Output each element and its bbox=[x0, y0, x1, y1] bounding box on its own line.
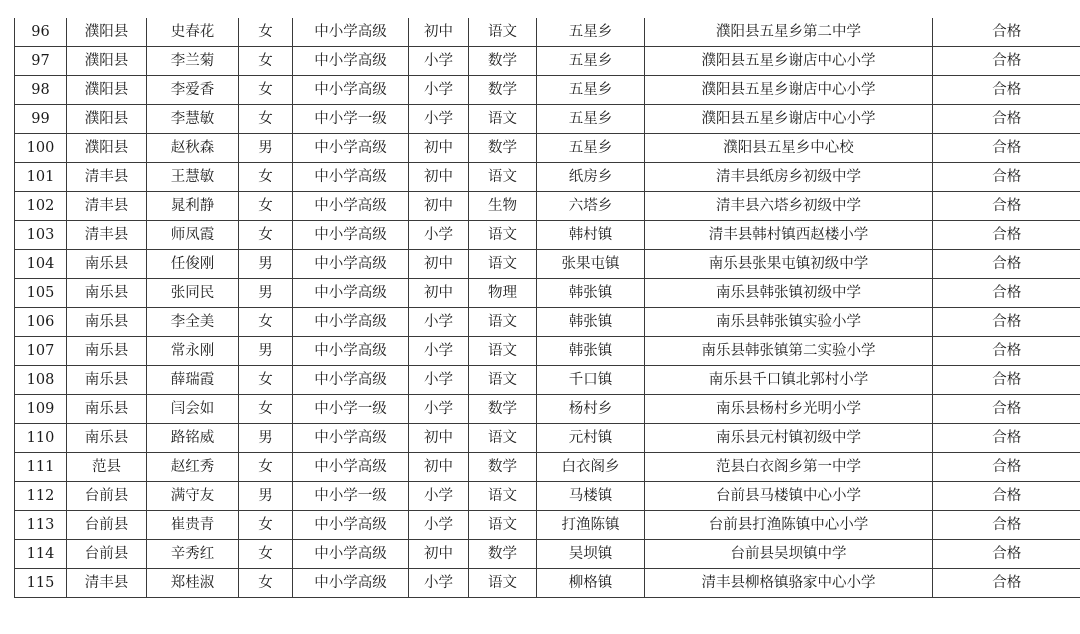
county-cell: 濮阳县 bbox=[67, 105, 147, 134]
township-cell: 吴坝镇 bbox=[537, 540, 645, 569]
school-cell: 南乐县韩张镇实验小学 bbox=[645, 308, 933, 337]
gender-cell: 女 bbox=[239, 221, 293, 250]
school-cell: 南乐县韩张镇初级中学 bbox=[645, 279, 933, 308]
school-cell: 南乐县元村镇初级中学 bbox=[645, 424, 933, 453]
result-cell: 合格 bbox=[933, 192, 1080, 221]
row-number-cell: 97 bbox=[15, 47, 67, 76]
gender-cell: 男 bbox=[239, 134, 293, 163]
township-cell: 五星乡 bbox=[537, 105, 645, 134]
row-number-cell: 114 bbox=[15, 540, 67, 569]
result-cell: 合格 bbox=[933, 134, 1080, 163]
township-cell: 韩张镇 bbox=[537, 279, 645, 308]
county-cell: 南乐县 bbox=[67, 279, 147, 308]
subject-cell: 数学 bbox=[469, 540, 537, 569]
table-row bbox=[15, 279, 1080, 308]
subject-cell: 语文 bbox=[469, 18, 537, 47]
name-cell: 晁利静 bbox=[147, 192, 239, 221]
gender-cell: 女 bbox=[239, 192, 293, 221]
school-cell: 濮阳县五星乡中心校 bbox=[645, 134, 933, 163]
table-row bbox=[15, 163, 1080, 192]
subject-cell: 数学 bbox=[469, 47, 537, 76]
county-cell: 清丰县 bbox=[67, 569, 147, 598]
title-cell: 中小学高级 bbox=[293, 279, 409, 308]
township-cell: 韩张镇 bbox=[537, 308, 645, 337]
row-number-cell: 100 bbox=[15, 134, 67, 163]
school-cell: 南乐县张果屯镇初级中学 bbox=[645, 250, 933, 279]
results-table-container bbox=[14, 18, 1080, 598]
school-cell: 台前县打渔陈镇中心小学 bbox=[645, 511, 933, 540]
table-row bbox=[15, 308, 1080, 337]
title-cell: 中小学高级 bbox=[293, 47, 409, 76]
name-cell: 赵红秀 bbox=[147, 453, 239, 482]
school-cell: 台前县马楼镇中心小学 bbox=[645, 482, 933, 511]
gender-cell: 女 bbox=[239, 47, 293, 76]
township-cell: 韩张镇 bbox=[537, 337, 645, 366]
table-row bbox=[15, 453, 1080, 482]
school-cell: 濮阳县五星乡谢店中心小学 bbox=[645, 47, 933, 76]
township-cell: 五星乡 bbox=[537, 134, 645, 163]
table-row bbox=[15, 76, 1080, 105]
subject-cell: 数学 bbox=[469, 395, 537, 424]
county-cell: 清丰县 bbox=[67, 192, 147, 221]
school-cell: 范县白衣阁乡第一中学 bbox=[645, 453, 933, 482]
level-cell: 小学 bbox=[409, 366, 469, 395]
county-cell: 南乐县 bbox=[67, 337, 147, 366]
row-number-cell: 96 bbox=[15, 18, 67, 47]
table-row bbox=[15, 250, 1080, 279]
gender-cell: 男 bbox=[239, 250, 293, 279]
name-cell: 崔贵青 bbox=[147, 511, 239, 540]
row-number-cell: 110 bbox=[15, 424, 67, 453]
row-number-cell: 112 bbox=[15, 482, 67, 511]
name-cell: 常永刚 bbox=[147, 337, 239, 366]
school-cell: 清丰县纸房乡初级中学 bbox=[645, 163, 933, 192]
subject-cell: 数学 bbox=[469, 453, 537, 482]
name-cell: 张同民 bbox=[147, 279, 239, 308]
title-cell: 中小学一级 bbox=[293, 395, 409, 424]
township-cell: 五星乡 bbox=[537, 76, 645, 105]
name-cell: 赵秋森 bbox=[147, 134, 239, 163]
name-cell: 郑桂淑 bbox=[147, 569, 239, 598]
county-cell: 南乐县 bbox=[67, 366, 147, 395]
county-cell: 濮阳县 bbox=[67, 134, 147, 163]
table-row bbox=[15, 540, 1080, 569]
subject-cell: 语文 bbox=[469, 424, 537, 453]
table-row bbox=[15, 105, 1080, 134]
subject-cell: 物理 bbox=[469, 279, 537, 308]
level-cell: 小学 bbox=[409, 511, 469, 540]
level-cell: 初中 bbox=[409, 540, 469, 569]
table-row bbox=[15, 395, 1080, 424]
result-cell: 合格 bbox=[933, 453, 1080, 482]
county-cell: 台前县 bbox=[67, 482, 147, 511]
gender-cell: 女 bbox=[239, 18, 293, 47]
gender-cell: 女 bbox=[239, 511, 293, 540]
result-cell: 合格 bbox=[933, 18, 1080, 47]
township-cell: 马楼镇 bbox=[537, 482, 645, 511]
result-cell: 合格 bbox=[933, 424, 1080, 453]
subject-cell: 数学 bbox=[469, 134, 537, 163]
subject-cell: 数学 bbox=[469, 76, 537, 105]
level-cell: 初中 bbox=[409, 18, 469, 47]
row-number-cell: 99 bbox=[15, 105, 67, 134]
result-cell: 合格 bbox=[933, 569, 1080, 598]
school-cell: 濮阳县五星乡第二中学 bbox=[645, 18, 933, 47]
title-cell: 中小学高级 bbox=[293, 18, 409, 47]
county-cell: 范县 bbox=[67, 453, 147, 482]
row-number-cell: 109 bbox=[15, 395, 67, 424]
result-cell: 合格 bbox=[933, 105, 1080, 134]
level-cell: 小学 bbox=[409, 337, 469, 366]
gender-cell: 女 bbox=[239, 366, 293, 395]
row-number-cell: 105 bbox=[15, 279, 67, 308]
subject-cell: 语文 bbox=[469, 569, 537, 598]
school-cell: 南乐县杨村乡光明小学 bbox=[645, 395, 933, 424]
gender-cell: 男 bbox=[239, 424, 293, 453]
result-cell: 合格 bbox=[933, 511, 1080, 540]
result-cell: 合格 bbox=[933, 76, 1080, 105]
school-cell: 台前县吴坝镇中学 bbox=[645, 540, 933, 569]
result-cell: 合格 bbox=[933, 395, 1080, 424]
school-cell: 清丰县韩村镇西赵楼小学 bbox=[645, 221, 933, 250]
township-cell: 杨村乡 bbox=[537, 395, 645, 424]
title-cell: 中小学高级 bbox=[293, 337, 409, 366]
level-cell: 初中 bbox=[409, 163, 469, 192]
name-cell: 王慧敏 bbox=[147, 163, 239, 192]
row-number-cell: 111 bbox=[15, 453, 67, 482]
subject-cell: 语文 bbox=[469, 105, 537, 134]
county-cell: 清丰县 bbox=[67, 221, 147, 250]
school-cell: 清丰县柳格镇骆家中心小学 bbox=[645, 569, 933, 598]
county-cell: 台前县 bbox=[67, 511, 147, 540]
level-cell: 初中 bbox=[409, 192, 469, 221]
level-cell: 初中 bbox=[409, 279, 469, 308]
level-cell: 小学 bbox=[409, 482, 469, 511]
title-cell: 中小学高级 bbox=[293, 250, 409, 279]
name-cell: 任俊刚 bbox=[147, 250, 239, 279]
row-number-cell: 102 bbox=[15, 192, 67, 221]
name-cell: 路铭威 bbox=[147, 424, 239, 453]
result-cell: 合格 bbox=[933, 279, 1080, 308]
subject-cell: 语文 bbox=[469, 250, 537, 279]
title-cell: 中小学高级 bbox=[293, 308, 409, 337]
name-cell: 李爱香 bbox=[147, 76, 239, 105]
level-cell: 小学 bbox=[409, 47, 469, 76]
level-cell: 初中 bbox=[409, 134, 469, 163]
title-cell: 中小学高级 bbox=[293, 366, 409, 395]
name-cell: 李全美 bbox=[147, 308, 239, 337]
title-cell: 中小学高级 bbox=[293, 453, 409, 482]
level-cell: 初中 bbox=[409, 250, 469, 279]
level-cell: 小学 bbox=[409, 76, 469, 105]
gender-cell: 女 bbox=[239, 76, 293, 105]
gender-cell: 女 bbox=[239, 453, 293, 482]
table-row bbox=[15, 192, 1080, 221]
gender-cell: 男 bbox=[239, 482, 293, 511]
table-row bbox=[15, 134, 1080, 163]
table-row bbox=[15, 366, 1080, 395]
title-cell: 中小学高级 bbox=[293, 569, 409, 598]
result-cell: 合格 bbox=[933, 308, 1080, 337]
subject-cell: 语文 bbox=[469, 511, 537, 540]
county-cell: 濮阳县 bbox=[67, 18, 147, 47]
school-cell: 南乐县千口镇北郭村小学 bbox=[645, 366, 933, 395]
level-cell: 小学 bbox=[409, 221, 469, 250]
county-cell: 南乐县 bbox=[67, 308, 147, 337]
results-table bbox=[14, 18, 1080, 598]
name-cell: 薛瑞霞 bbox=[147, 366, 239, 395]
title-cell: 中小学高级 bbox=[293, 424, 409, 453]
table-row bbox=[15, 47, 1080, 76]
township-cell: 张果屯镇 bbox=[537, 250, 645, 279]
township-cell: 白衣阁乡 bbox=[537, 453, 645, 482]
name-cell: 李慧敏 bbox=[147, 105, 239, 134]
table-row bbox=[15, 482, 1080, 511]
county-cell: 南乐县 bbox=[67, 424, 147, 453]
name-cell: 闫会如 bbox=[147, 395, 239, 424]
result-cell: 合格 bbox=[933, 163, 1080, 192]
row-number-cell: 103 bbox=[15, 221, 67, 250]
name-cell: 满守友 bbox=[147, 482, 239, 511]
gender-cell: 女 bbox=[239, 569, 293, 598]
table-row bbox=[15, 18, 1080, 47]
county-cell: 南乐县 bbox=[67, 395, 147, 424]
result-cell: 合格 bbox=[933, 47, 1080, 76]
township-cell: 韩村镇 bbox=[537, 221, 645, 250]
row-number-cell: 115 bbox=[15, 569, 67, 598]
school-cell: 清丰县六塔乡初级中学 bbox=[645, 192, 933, 221]
school-cell: 濮阳县五星乡谢店中心小学 bbox=[645, 105, 933, 134]
row-number-cell: 113 bbox=[15, 511, 67, 540]
name-cell: 师凤霞 bbox=[147, 221, 239, 250]
level-cell: 小学 bbox=[409, 105, 469, 134]
table-row bbox=[15, 221, 1080, 250]
township-cell: 打渔陈镇 bbox=[537, 511, 645, 540]
subject-cell: 语文 bbox=[469, 163, 537, 192]
row-number-cell: 108 bbox=[15, 366, 67, 395]
gender-cell: 男 bbox=[239, 279, 293, 308]
result-cell: 合格 bbox=[933, 221, 1080, 250]
title-cell: 中小学高级 bbox=[293, 76, 409, 105]
row-number-cell: 104 bbox=[15, 250, 67, 279]
title-cell: 中小学高级 bbox=[293, 221, 409, 250]
level-cell: 初中 bbox=[409, 424, 469, 453]
result-cell: 合格 bbox=[933, 482, 1080, 511]
row-number-cell: 101 bbox=[15, 163, 67, 192]
township-cell: 柳格镇 bbox=[537, 569, 645, 598]
title-cell: 中小学高级 bbox=[293, 540, 409, 569]
name-cell: 李兰菊 bbox=[147, 47, 239, 76]
school-cell: 濮阳县五星乡谢店中心小学 bbox=[645, 76, 933, 105]
title-cell: 中小学高级 bbox=[293, 163, 409, 192]
subject-cell: 语文 bbox=[469, 366, 537, 395]
title-cell: 中小学高级 bbox=[293, 192, 409, 221]
township-cell: 千口镇 bbox=[537, 366, 645, 395]
table-body bbox=[15, 18, 1080, 598]
level-cell: 小学 bbox=[409, 569, 469, 598]
table-row bbox=[15, 569, 1080, 598]
county-cell: 濮阳县 bbox=[67, 76, 147, 105]
township-cell: 五星乡 bbox=[537, 18, 645, 47]
school-cell: 南乐县韩张镇第二实验小学 bbox=[645, 337, 933, 366]
row-number-cell: 106 bbox=[15, 308, 67, 337]
subject-cell: 语文 bbox=[469, 482, 537, 511]
level-cell: 小学 bbox=[409, 308, 469, 337]
township-cell: 五星乡 bbox=[537, 47, 645, 76]
county-cell: 南乐县 bbox=[67, 250, 147, 279]
name-cell: 辛秀红 bbox=[147, 540, 239, 569]
gender-cell: 女 bbox=[239, 395, 293, 424]
title-cell: 中小学一级 bbox=[293, 105, 409, 134]
title-cell: 中小学一级 bbox=[293, 482, 409, 511]
township-cell: 元村镇 bbox=[537, 424, 645, 453]
table-row bbox=[15, 424, 1080, 453]
county-cell: 濮阳县 bbox=[67, 47, 147, 76]
level-cell: 小学 bbox=[409, 395, 469, 424]
title-cell: 中小学高级 bbox=[293, 511, 409, 540]
county-cell: 清丰县 bbox=[67, 163, 147, 192]
gender-cell: 男 bbox=[239, 337, 293, 366]
title-cell: 中小学高级 bbox=[293, 134, 409, 163]
row-number-cell: 98 bbox=[15, 76, 67, 105]
township-cell: 六塔乡 bbox=[537, 192, 645, 221]
result-cell: 合格 bbox=[933, 337, 1080, 366]
township-cell: 纸房乡 bbox=[537, 163, 645, 192]
table-row bbox=[15, 511, 1080, 540]
row-number-cell: 107 bbox=[15, 337, 67, 366]
subject-cell: 语文 bbox=[469, 308, 537, 337]
result-cell: 合格 bbox=[933, 540, 1080, 569]
gender-cell: 女 bbox=[239, 105, 293, 134]
gender-cell: 女 bbox=[239, 163, 293, 192]
level-cell: 初中 bbox=[409, 453, 469, 482]
result-cell: 合格 bbox=[933, 250, 1080, 279]
gender-cell: 女 bbox=[239, 540, 293, 569]
subject-cell: 语文 bbox=[469, 337, 537, 366]
name-cell: 史春花 bbox=[147, 18, 239, 47]
county-cell: 台前县 bbox=[67, 540, 147, 569]
subject-cell: 生物 bbox=[469, 192, 537, 221]
table-row bbox=[15, 337, 1080, 366]
result-cell: 合格 bbox=[933, 366, 1080, 395]
gender-cell: 女 bbox=[239, 308, 293, 337]
subject-cell: 语文 bbox=[469, 221, 537, 250]
